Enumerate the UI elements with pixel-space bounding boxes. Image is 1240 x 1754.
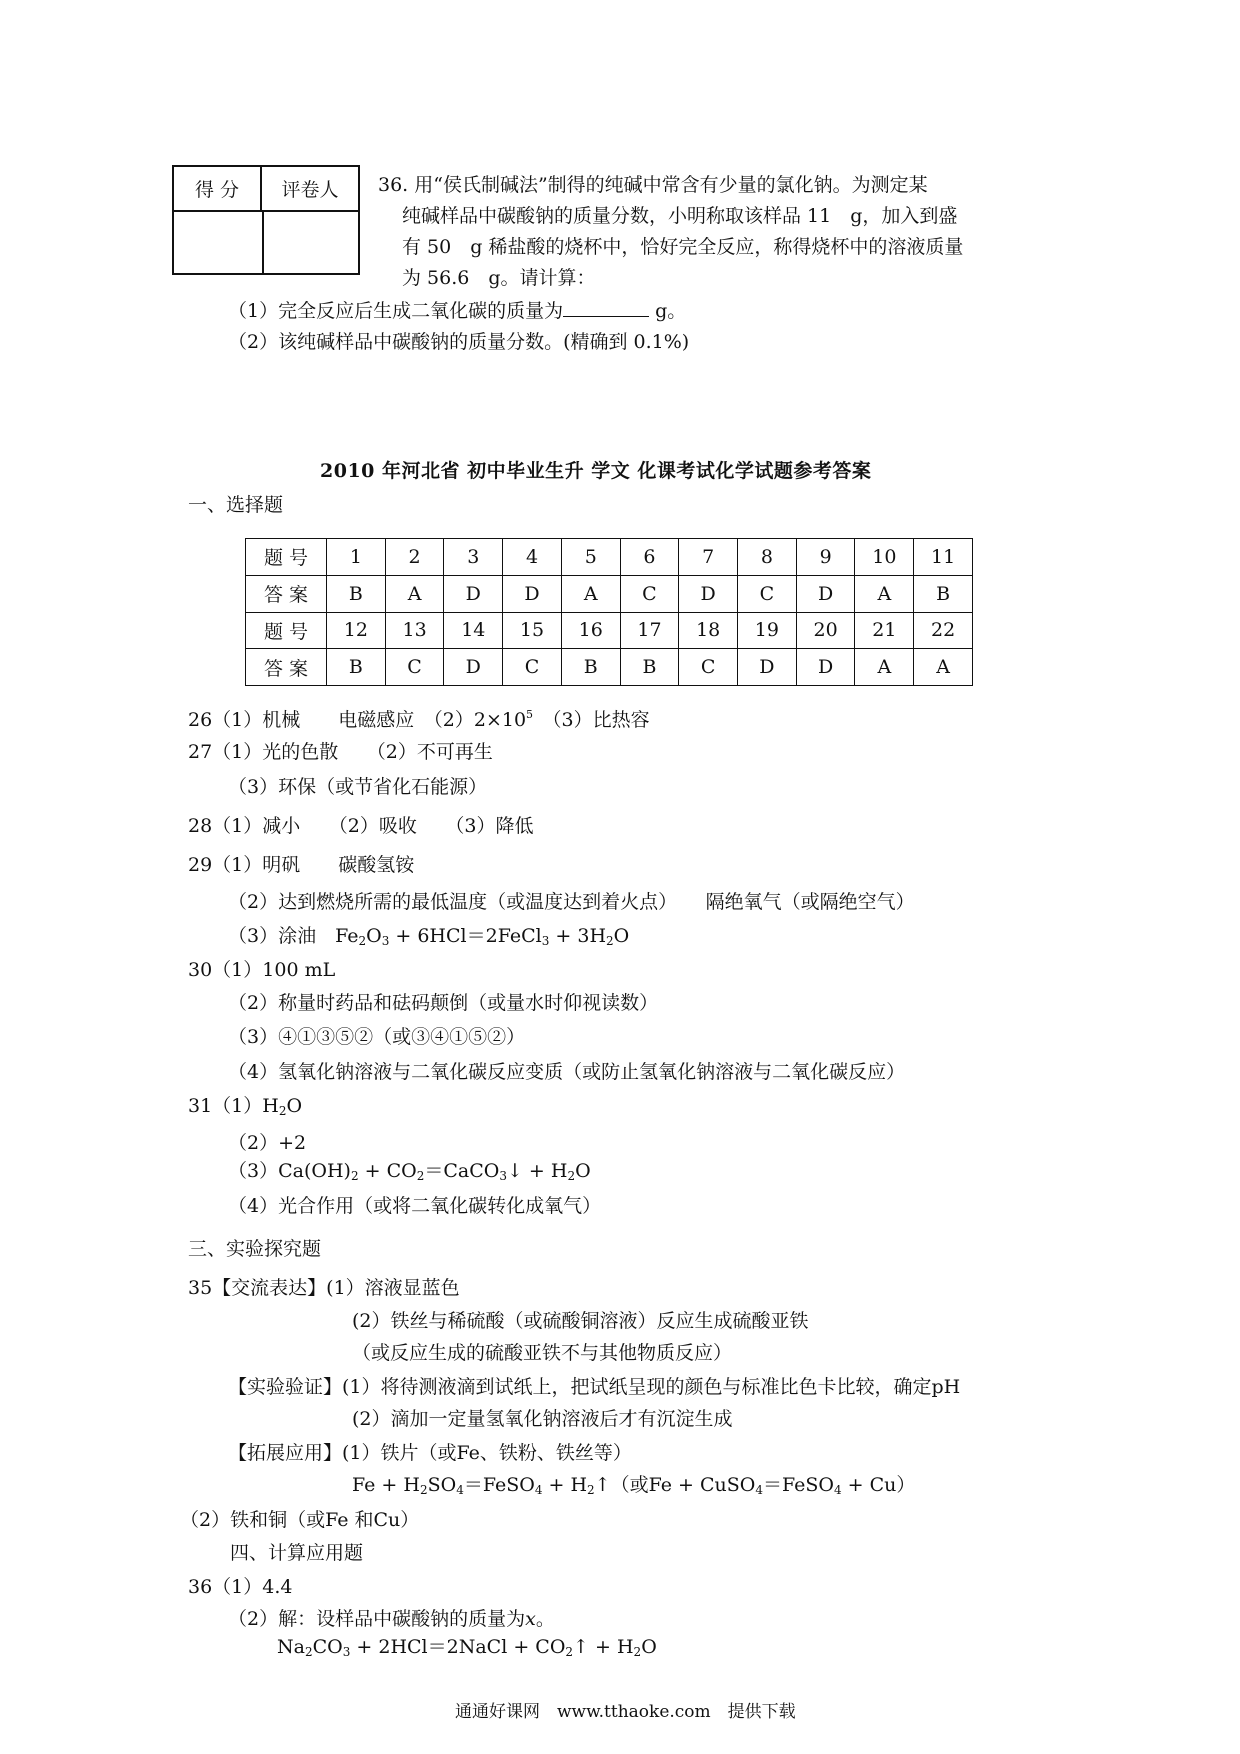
q36-part1-text: （1）完全反应后生成二氧化碳的质量为 [228, 300, 564, 322]
answer-30a: 30（1）100 mL [188, 959, 336, 981]
row-label: 答 案 [246, 649, 327, 686]
row-label: 题 号 [246, 539, 327, 576]
answer-cell: D [796, 649, 855, 686]
footer-credit: 通通好课网 www.tthaoke.com 提供下载 [455, 1702, 796, 1722]
answer-35h: （2）铁和铜（或Fe 和Cu） [180, 1509, 420, 1531]
table-row [246, 539, 973, 576]
answer-31a: $31(1)H_2O$ [188, 1095, 303, 1118]
score-table [172, 165, 360, 275]
answer-cell: D [444, 575, 503, 612]
answer-29c-text: （3）涂油 Fe [228, 925, 359, 947]
formula-sub: 2 [358, 934, 367, 948]
answer-cell: C [385, 649, 444, 686]
answer-36b [228, 1604, 555, 1631]
answer-29a: 29（1）明矾 碳酸氢铵 [188, 854, 415, 876]
question-number-cell: 7 [679, 539, 738, 576]
answer-blank [563, 298, 649, 317]
table-row [246, 612, 973, 649]
section-multiple-choice: 一、选择题 [188, 494, 284, 516]
answers-title: 2010 年河北省 初中毕业生升 学文 化课考试化学试题参考答案 [320, 460, 872, 482]
question-number-cell: 2 [385, 539, 444, 576]
answer-30c: （3）④①③⑤②（或③④①⑤②） [228, 1026, 526, 1048]
q36-stem-line3: 有 50 g 稀盐酸的烧杯中，恰好完全反应，称得烧杯中的溶液质量 [402, 236, 964, 258]
answer-table [245, 538, 973, 686]
formula-part: + 3H [549, 925, 607, 947]
row-label: 答 案 [246, 575, 327, 612]
question-number-cell: 4 [503, 539, 562, 576]
question-number-cell: 12 [327, 612, 386, 649]
question-number-cell: 16 [561, 612, 620, 649]
answer-31c-text: （3）Ca(OH) [228, 1160, 351, 1182]
answer-cell: A [855, 649, 914, 686]
answer-cell: B [327, 575, 386, 612]
answer-29b: （2）达到燃烧所需的最低温度（或温度达到着火点） 隔绝氧气（或隔绝空气） [228, 891, 915, 913]
formula-sub: 3 [381, 934, 390, 948]
question-number-cell: 9 [796, 539, 855, 576]
answer-31b: （2）+2 [228, 1132, 307, 1154]
answer-31d: （4）光合作用（或将二氧化碳转化成氧气） [228, 1195, 602, 1217]
q36-stem-line4: 为 56.6 g。请计算： [402, 267, 596, 289]
question-number-cell: 6 [620, 539, 679, 576]
q36-stem-line1: 36. 用“侯氏制碱法”制得的纯碱中常含有少量的氯化钠。为测定某 [378, 174, 928, 196]
answer-cell: A [855, 575, 914, 612]
answer-27a: 27（1）光的色散 （2）不可再生 [188, 741, 493, 763]
section-calculation: 四、计算应用题 [230, 1542, 364, 1564]
variable-x: x [525, 1608, 536, 1630]
answer-cell: B [620, 649, 679, 686]
answer-27b: （3）环保（或节省化石能源） [228, 776, 488, 798]
question-number-cell: 5 [561, 539, 620, 576]
answer-29c [228, 921, 629, 948]
answer-31a-pre: 31（1）H [188, 1095, 279, 1117]
formula-sub: 2 [606, 934, 614, 948]
score-table-divider [262, 212, 264, 273]
question-number-cell: 18 [679, 612, 738, 649]
question-number-cell: 3 [444, 539, 503, 576]
answer-28: 28（1）减小 （2）吸收 （3）降低 [188, 815, 534, 837]
answer-cell: C [738, 575, 797, 612]
table-row [246, 575, 973, 612]
q36-part2: （2）该纯碱样品中碳酸钠的质量分数。(精确到 0.1%) [228, 331, 690, 353]
answer-cell: D [796, 575, 855, 612]
answer-26-a: 26（1）机械 电磁感应 （2）2×10 [188, 709, 527, 731]
q36-stem-line2: 纯碱样品中碳酸钠的质量分数，小明称取该样品 11 g，加入到盛 [402, 205, 958, 227]
answer-cell: C [679, 649, 738, 686]
q36-part1 [228, 296, 686, 323]
score-header: 得 分 [174, 167, 262, 212]
answer-cell: D [738, 649, 797, 686]
question-number-cell: 11 [914, 539, 973, 576]
question-number-cell: 17 [620, 612, 679, 649]
q36-part1-unit: g。 [649, 300, 687, 322]
question-number-cell: 1 [327, 539, 386, 576]
answer-36b-text: （2）解：设样品中碳酸钠的质量为 [228, 1608, 526, 1630]
answer-cell: A [561, 575, 620, 612]
question-number-cell: 13 [385, 612, 444, 649]
question-number-cell: 21 [855, 612, 914, 649]
formula-sub: 3 [541, 934, 550, 948]
answer-35e: (2）滴加一定量氢氧化钠溶液后才有沉淀生成 [352, 1408, 733, 1430]
answer-35f: 【拓展应用】(1）铁片（或Fe、铁粉、铁丝等） [228, 1442, 632, 1464]
formula-part: + 6HCl＝2FeCl [389, 925, 542, 947]
question-number-cell: 14 [444, 612, 503, 649]
answer-31a-post: O [286, 1095, 303, 1117]
row-label: 题 号 [246, 612, 327, 649]
answer-cell: D [444, 649, 503, 686]
question-number-cell: 19 [738, 612, 797, 649]
answer-cell: B [914, 575, 973, 612]
answer-30b: （2）称量时药品和砝码颠倒（或量水时仰视读数） [228, 992, 659, 1014]
answer-cell: B [327, 649, 386, 686]
section-experiment: 三、实验探究题 [188, 1238, 322, 1260]
answer-cell: B [561, 649, 620, 686]
answer-cell: A [385, 575, 444, 612]
answer-35d: 【实验验证】(1）将待测液滴到试纸上，把试纸呈现的颜色与标准比色卡比较，确定pH [228, 1376, 961, 1398]
answer-cell: A [914, 649, 973, 686]
answer-36a: 36（1）4.4 [188, 1576, 293, 1598]
answer-cell: C [620, 575, 679, 612]
question-number-cell: 15 [503, 612, 562, 649]
answer-36c: $Na_2CO_3$ + 2HCl＝2NaCl + $CO_2↑ + H_2O$ [277, 1636, 657, 1659]
table-row [246, 649, 973, 686]
answer-35g: $Fe + H_2SO_4=FeSO_4$ + $H_2↑$（或Fe + CuSO$_4$＝FeSO$_4$ + Cu） [352, 1474, 916, 1497]
grader-header: 评卷人 [262, 167, 358, 212]
answer-26-b: （3）比热容 [533, 709, 650, 731]
formula-part: O [366, 925, 382, 947]
answer-26 [188, 705, 650, 732]
answer-26-exponent: 5 [526, 708, 534, 721]
answer-31c: $(3)Ca(OH)_2$ + $CO_2=CaCO_3↓ + H_2O$ [228, 1160, 591, 1183]
question-number-cell: 22 [914, 612, 973, 649]
formula-part: O [613, 925, 630, 947]
answer-36b-end: 。 [535, 1608, 555, 1630]
answer-35a: 35【交流表达】(1）溶液显蓝色 [188, 1277, 460, 1299]
answer-cell: D [679, 575, 738, 612]
answer-35b: (2）铁丝与稀硫酸（或硫酸铜溶液）反应生成硫酸亚铁 [352, 1310, 809, 1332]
question-number-cell: 20 [796, 612, 855, 649]
question-number-cell: 8 [738, 539, 797, 576]
answer-cell: D [503, 575, 562, 612]
answer-35c: （或反应生成的硫酸亚铁不与其他物质反应） [352, 1342, 733, 1364]
answer-30d: （4）氢氧化钠溶液与二氧化碳反应变质（或防止氢氧化钠溶液与二氧化碳反应） [228, 1061, 906, 1083]
answer-cell: C [503, 649, 562, 686]
question-number-cell: 10 [855, 539, 914, 576]
